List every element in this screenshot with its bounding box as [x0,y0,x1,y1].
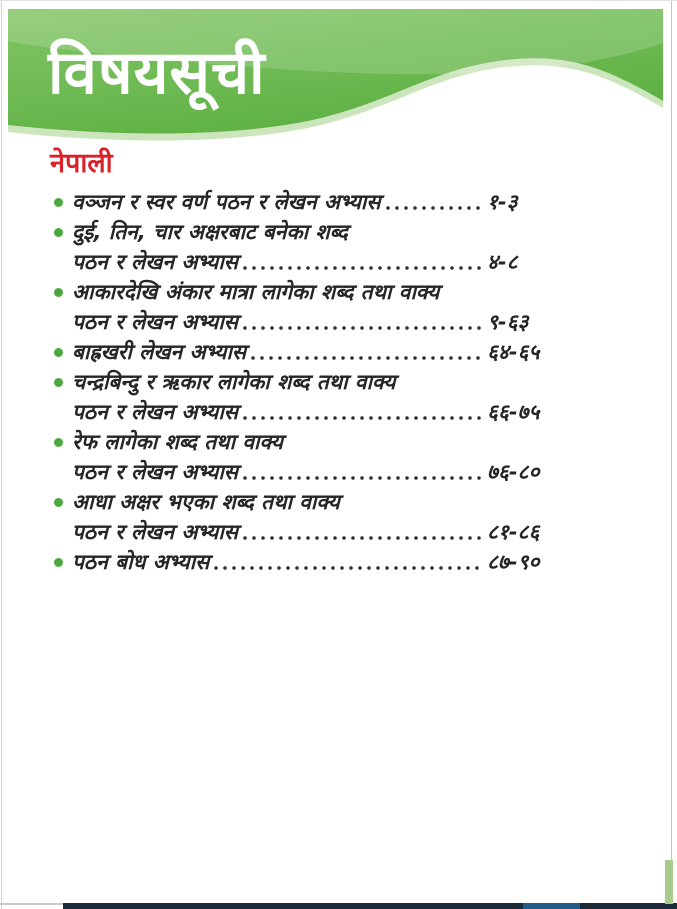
bullet-indent [50,247,72,277]
toc-item [50,187,627,217]
bullet-cell [50,367,72,397]
toc-item-text: आधा अक्षर भएका शब्द तथा वाक्य [72,490,340,514]
page-number: ८१-८६ [487,520,540,544]
toc-item-text: पठन र लेखन अभ्यास [72,460,238,484]
toc-text-wrap [72,337,485,367]
page-number: ७६-८० [487,460,540,484]
page-border-left [1,1,2,909]
side-tab [665,860,673,904]
bullet-icon [54,378,63,387]
toc-item [50,367,627,427]
toc-text-wrap [72,217,485,247]
toc-text-wrap [72,427,485,457]
bullet-cell [50,547,72,577]
footer-bar [63,903,677,909]
toc-item-text: रेफ लागेका शब्द तथा वाक्य [72,430,283,454]
page-number: ४-८ [487,250,518,274]
page-number: १-३ [487,190,518,214]
page-number: ८७-९० [487,550,540,574]
toc-text-wrap [72,487,485,517]
toc-item [50,217,627,277]
toc-item [50,547,627,577]
toc-row [50,427,627,457]
bullet-icon [54,228,63,237]
bullet-icon [54,498,63,507]
dotted-leader [243,416,482,420]
dotted-leader [214,566,482,570]
toc-row [50,487,627,517]
footer-gray-line [0,903,63,905]
dotted-leader [243,476,482,480]
toc-text-wrap [72,457,485,487]
page-title: विषयसूची [48,38,266,108]
toc-text-wrap [72,547,485,577]
toc-row [50,217,627,247]
dotted-leader [243,536,482,540]
toc-item-text: पठन र लेखन अभ्यास [72,400,238,424]
toc-item-text: पठन र लेखन अभ्यास [72,250,238,274]
bullet-indent [50,397,72,427]
footer-bar-highlight [523,903,580,909]
toc-item [50,277,627,337]
toc-item-text: दुई, तिन, चार अक्षरबाट बनेका शब्द [72,220,348,244]
toc-text-wrap [72,367,485,397]
toc-item [50,427,627,487]
bullet-cell [50,217,72,247]
header-band [8,9,663,149]
toc-row [50,517,627,547]
toc-item-text: पठन र लेखन अभ्यास [72,520,238,544]
bullet-indent [50,457,72,487]
section-heading: नेपाली [50,148,113,179]
bullet-cell [50,487,72,517]
toc-row [50,547,627,577]
toc-text-wrap [72,247,485,277]
toc-text-wrap [72,307,485,337]
toc-row [50,247,627,277]
bullet-icon [54,348,63,357]
toc-row [50,367,627,397]
toc-row [50,307,627,337]
toc-item-text: पठन बोध अभ्यास [72,550,210,574]
bullet-indent [50,517,72,547]
bullet-icon [54,438,63,447]
dotted-leader [243,266,482,270]
toc-text-wrap [72,187,485,217]
toc-row [50,277,627,307]
page-number: ६४-६५ [487,340,540,364]
dotted-leader [386,206,482,210]
toc-row [50,457,627,487]
dotted-leader [243,326,482,330]
toc-item [50,487,627,547]
bullet-icon [54,198,63,207]
toc-item-text: आकारदेखि अंकार मात्रा लागेका शब्द तथा वाक्य [72,280,440,304]
bullet-cell [50,427,72,457]
toc-item-text: बाह्रखरी लेखन अभ्यास [72,340,247,364]
toc-text-wrap [72,517,485,547]
bullet-icon [54,288,63,297]
page-number: ६६-७५ [487,400,540,424]
bullet-cell [50,337,72,367]
toc-item-text: वञ्जन र स्वर वर्ण पठन र लेखन अभ्यास [72,190,381,214]
content-area [50,147,627,577]
toc-item-text: चन्द्रबिन्दु र ऋकार लागेका शब्द तथा वाक्य [72,370,396,394]
toc-text-wrap [72,397,485,427]
toc-item-text: पठन र लेखन अभ्यास [72,310,238,334]
bullet-cell [50,187,72,217]
dotted-leader [251,356,482,360]
toc-list [50,187,627,577]
toc-row [50,397,627,427]
page-border-right [671,1,672,909]
toc-row [50,337,627,367]
toc-text-wrap [72,277,485,307]
toc-item [50,337,627,367]
bullet-indent [50,307,72,337]
toc-row [50,187,627,217]
bullet-icon [54,558,63,567]
page-number: ९-६३ [487,310,529,334]
bullet-cell [50,277,72,307]
